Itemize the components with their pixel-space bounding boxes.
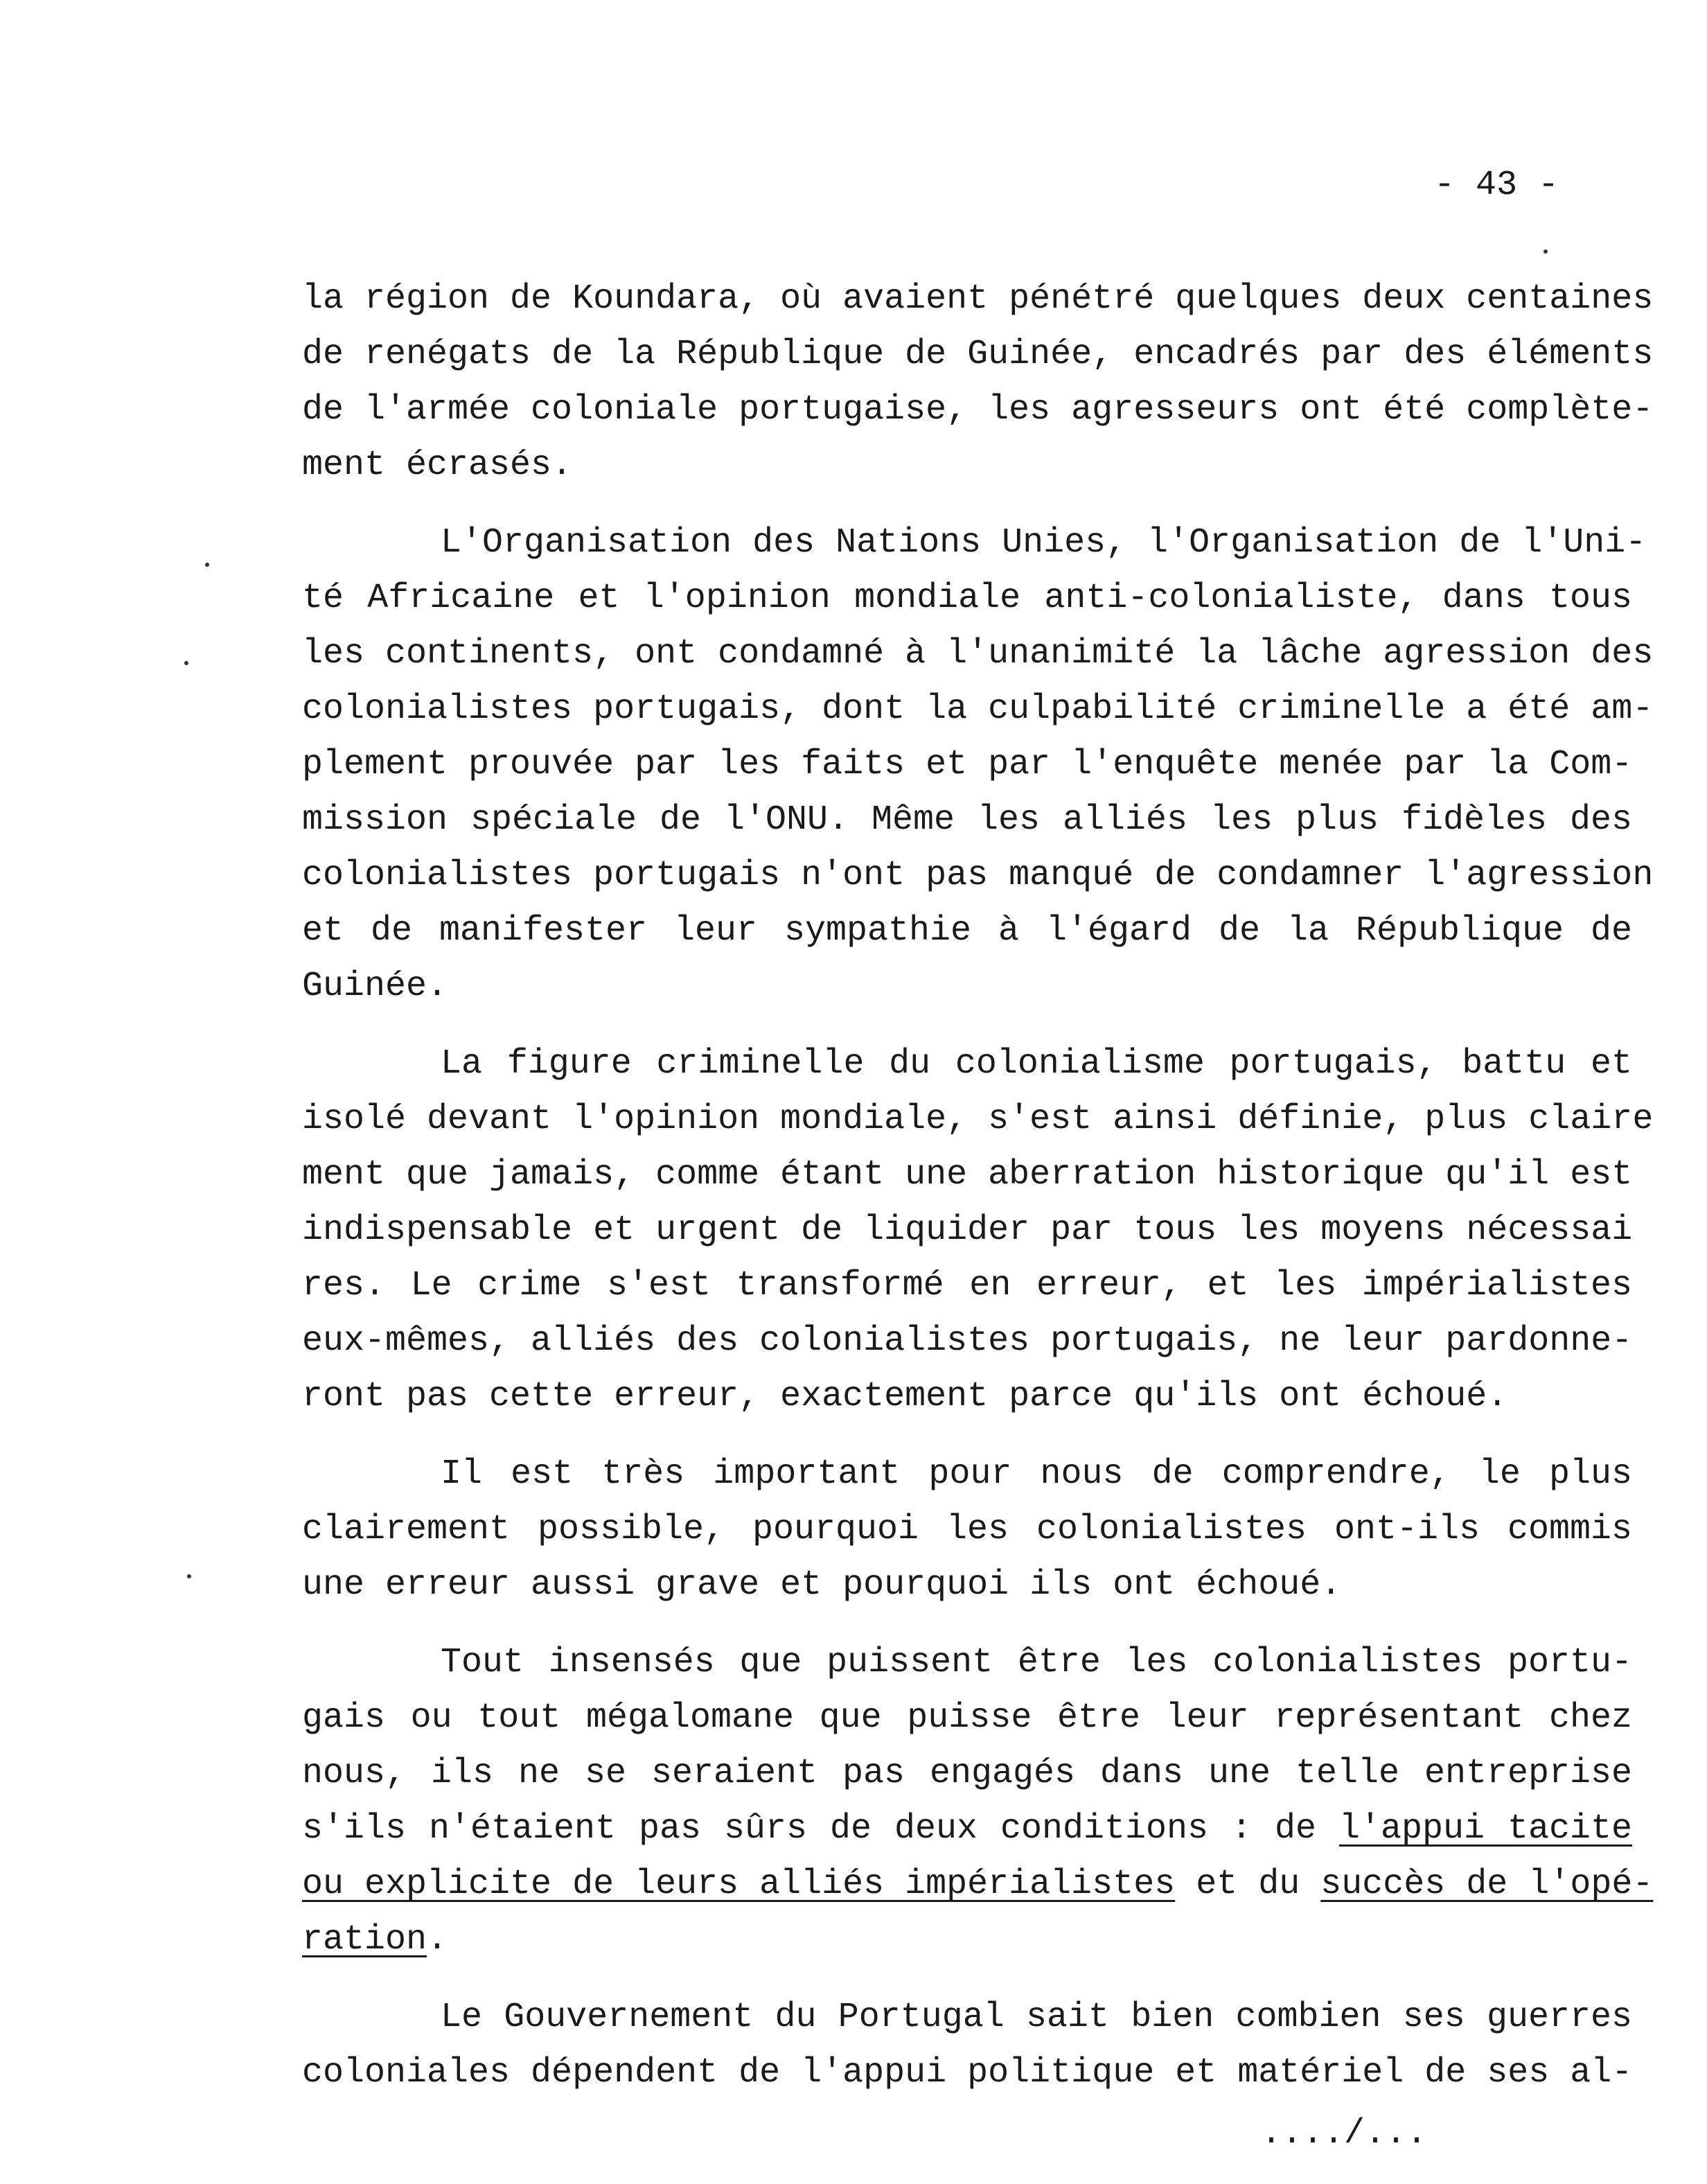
text-line: indispensable et urgent de liquider par tous les moyens nécessai <box>302 1210 1633 1250</box>
text-line: de l'armée coloniale portugaise, les agresseurs ont été complète- <box>302 390 1654 430</box>
text-line: mission spéciale de l'ONU. Même les alliés les plus fidèles des <box>302 800 1632 840</box>
text-line: et de manifester leur sympathie à l'égard de la République de <box>302 911 1632 951</box>
text-line <box>302 1912 1632 1968</box>
text-line: une erreur aussi grave et pourquoi ils ont échoué. <box>302 1565 1342 1605</box>
page-number: - 43 - <box>1434 166 1559 205</box>
paragraph <box>302 516 1654 1014</box>
underlined-phrase: ou explicite de leurs alliés impérialistes <box>302 1865 1176 1904</box>
scan-speck <box>184 661 188 665</box>
text-span: s'ils n'étaient pas sûrs de deux conditions : de <box>302 1809 1339 1849</box>
text-line: gais ou tout mégalomane que puisse être leur représentant chez <box>302 1698 1632 1738</box>
paragraph <box>302 272 1654 493</box>
scan-speck <box>1544 249 1548 254</box>
scan-speck <box>187 1574 191 1578</box>
continuation-mark: ..../... <box>1261 2114 1428 2154</box>
text-line: Guinée. <box>302 967 448 1006</box>
text-line: ment écrasés. <box>302 446 573 485</box>
text-line: nous, ils ne se seraient pas engagés dans une telle entreprise <box>302 1754 1632 1793</box>
text-line: colonialistes portugais n'ont pas manqué de condamner l'agression <box>302 856 1654 895</box>
text-line: L'Organisation des Nations Unies, l'Organisation de l'Uni- <box>441 523 1647 563</box>
underlined-phrase: l'appui tacite <box>1338 1809 1632 1849</box>
paragraph <box>302 1447 1632 1613</box>
text-line: Le Gouvernement du Portugal sait bien combien ses guerres <box>441 1998 1632 2037</box>
scan-speck <box>205 563 209 567</box>
text-line: Il est très important pour nous de comprendre, le plus <box>441 1454 1632 1494</box>
paragraph <box>302 1990 1632 2101</box>
text-line: la région de Koundara, où avaient pénétré quelques deux centaines <box>302 279 1654 319</box>
text-line: de renégats de la République de Guinée, encadrés par des éléments <box>302 335 1654 374</box>
text-span: . <box>427 1920 448 1960</box>
text-line: plement prouvée par les faits et par l'enquête menée par la Com- <box>302 745 1633 784</box>
document-body <box>302 272 1654 2101</box>
text-line: Tout insensés que puissent être les colonialistes portu- <box>441 1643 1632 1682</box>
text-line <box>302 1857 1654 1912</box>
text-line: isolé devant l'opinion mondiale, s'est ainsi définie, plus claire <box>302 1100 1654 1139</box>
text-line: res. Le crime s'est transformé en erreur, et les impérialistes <box>302 1266 1632 1305</box>
text-line: clairement possible, pourquoi les colonialistes ont-ils commis <box>302 1510 1632 1549</box>
text-line: La figure criminelle du colonialisme portugais, battu et <box>441 1044 1632 1084</box>
underlined-phrase: ration <box>302 1920 427 1960</box>
text-line: coloniales dépendent de l'appui politique et matériel de ses al- <box>302 2053 1633 2093</box>
underlined-phrase: succès de l'opé- <box>1320 1865 1654 1904</box>
text-line <box>302 1802 1632 1857</box>
text-line: ment que jamais, comme étant une aberration historique qu'il est <box>302 1155 1633 1195</box>
text-span: et du <box>1175 1865 1321 1904</box>
text-line: té Africaine et l'opinion mondiale anti-colonialiste, dans tous <box>302 579 1632 618</box>
text-line: ront pas cette erreur, exactement parce qu'ils ont échoué. <box>302 1377 1508 1416</box>
paragraph <box>302 1037 1654 1425</box>
paragraph <box>302 1635 1654 1968</box>
text-line: les continents, ont condamné à l'unanimité la lâche agression des <box>302 634 1654 673</box>
text-line: colonialistes portugais, dont la culpabilité criminelle a été am- <box>302 689 1654 729</box>
text-line: eux-mêmes, alliés des colonialistes portugais, ne leur pardonne- <box>302 1321 1633 1361</box>
